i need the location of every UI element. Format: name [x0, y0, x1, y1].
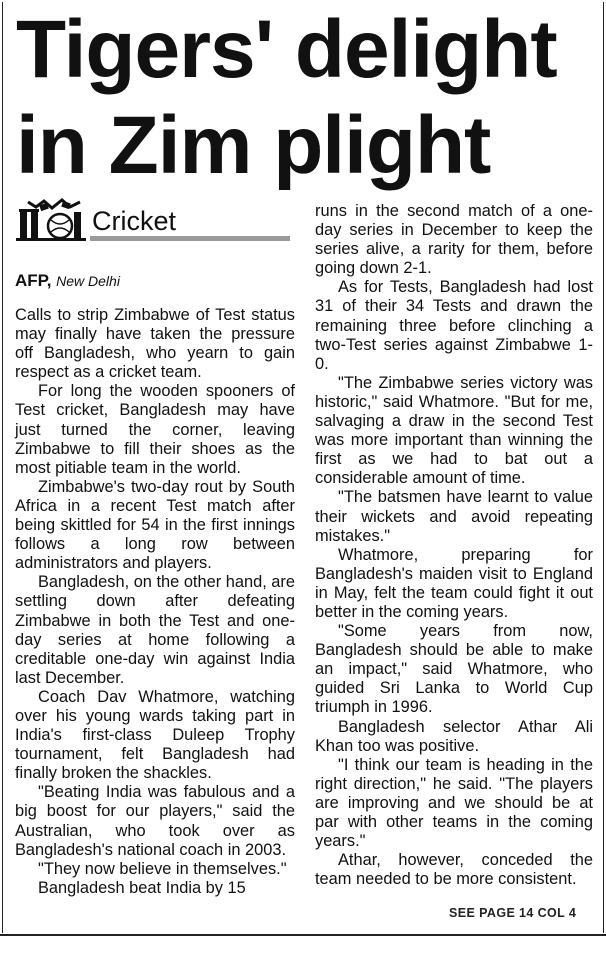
section-underline	[90, 236, 290, 241]
paragraph: "I think our team is heading in the right direction," he said. "The players are improving and we should be at par with other teams in the coming years."	[315, 755, 593, 851]
paragraph: "The batsmen have learnt to value their wickets and avoid repeating mistakes."	[315, 488, 593, 545]
paragraph: Zimbabwe's two-day rout by South Africa in a recent Test match after being skittled for 54 in the first innings follows a long row between administrators and players.	[15, 477, 295, 573]
byline	[15, 271, 120, 291]
byline-agency: AFP,	[15, 271, 52, 290]
paragraph: "Some years from now, Bangladesh should be able to make an impact," said Whatmore, who guided Sri Lanka to World Cup triumph in 1996.	[315, 622, 593, 717]
paragraph: "The Zimbabwe series victory was historic," said Whatmore. "But for me, salvaging a draw in the second Test was more important than winning the first as we had to bat out a considerable amount of time.	[315, 373, 593, 488]
paragraph: Bangladesh, on the other hand, are settling down after defeating Zimbabwe in both the Test and one-day series at home following a creditable one-day win against India last December.	[15, 573, 295, 687]
article-column-left	[15, 306, 295, 898]
paragraph: Bangladesh beat India by 15	[38, 878, 246, 897]
paragraph: "Beating India was fabulous and a big boost for our players," said the Australian, who took over as Bangladesh's national coach in 2003.	[15, 783, 295, 859]
paragraph: For long the wooden spooners of Test cricket, Bangladesh may have just turned the corner, leaving Zimbabwe to fill their shoes as the most pitiable team in the world.	[15, 382, 295, 477]
paragraph: As for Tests, Bangladesh had lost 31 of their 34 Tests and drawn the remaining three before clinching a two-Test series against Zimbabwe 1-0.	[315, 278, 593, 373]
paragraph: Calls to strip Zimbabwe of Test status may finally have taken the pressure off Bangladesh, who yearn to gain respect as a cricket team.	[15, 306, 295, 382]
paragraph: runs in the second match of a one-day series in December to keep the series alive, a rarity for them, before going down 2-1.	[315, 202, 593, 278]
headline-line-1: Tigers' delight	[16, 4, 557, 95]
bottom-rule	[0, 934, 606, 936]
section-logo	[14, 198, 290, 244]
cricket-ball-stumps-icon	[14, 198, 88, 242]
section-label: Cricket	[92, 206, 177, 236]
headline	[16, 2, 596, 194]
paragraph: Coach Dav Whatmore, watching over his young wards taking part in India's first-class Duleep Trophy tournament, felt Bangladesh had finally broken the shackles.	[15, 687, 295, 783]
byline-place: New Delhi	[56, 273, 120, 289]
paragraph: Whatmore, preparing for Bangladesh's maiden visit to England in May, felt the team could fight it out better in the coming years.	[315, 545, 593, 621]
paragraph: Athar, however, conceded the team needed to be more consistent.	[315, 851, 593, 889]
paragraph: Bangladesh selector Athar Ali Khan too was positive.	[315, 717, 593, 755]
article-column-right	[315, 202, 593, 889]
headline-line-2: in Zim plight	[16, 100, 491, 191]
paragraph: "They now believe in themselves."	[38, 859, 287, 878]
continuation-line: SEE PAGE 14 COL 4	[449, 906, 577, 920]
